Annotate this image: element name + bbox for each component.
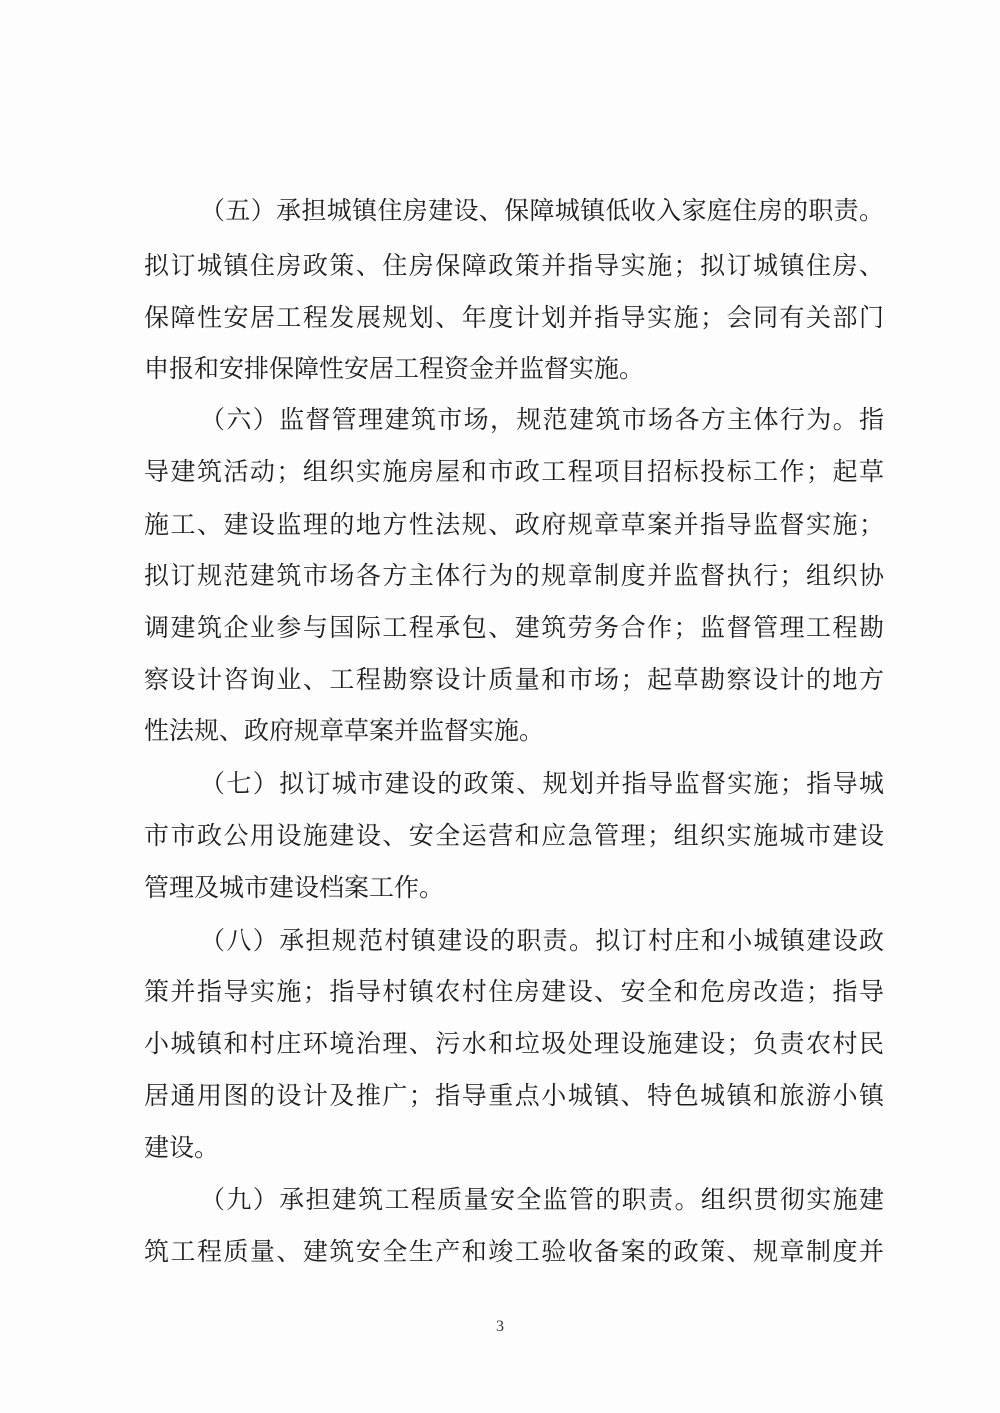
paragraph-6-line-1: （六）监督管理建筑市场，规范建筑市场各方主体行为。指 (200, 405, 884, 434)
paragraph-6-line-5: 调建筑企业参与国际工程承包、建筑劳务合作；监督管理工程勘 (144, 613, 884, 642)
paragraph-7-line-2: 市市政公用设施建设、安全运营和应急管理；组织实施城市建设 (144, 821, 884, 850)
paragraph-8-line-3: 小城镇和村庄环境治理、污水和垃圾处理设施建设；负责农村民 (144, 1029, 884, 1058)
paragraph-8-line-5: 建设。 (144, 1133, 220, 1162)
paragraph-6-line-4: 拟订规范建筑市场各方主体行为的规章制度并监督执行；组织协 (144, 561, 884, 590)
paragraph-6-line-3: 施工、建设监理的地方性法规、政府规章草案并指导监督实施； (144, 510, 884, 539)
page-number: 3 (496, 1318, 504, 1335)
paragraph-6-line-7: 性法规、政府规章草案并监督实施。 (144, 716, 545, 745)
paragraph-8-line-4: 居通用图的设计及推广；指导重点小城镇、特色城镇和旅游小镇 (144, 1081, 884, 1110)
paragraph-5-line-2: 拟订城镇住房政策、住房保障政策并指导实施；拟订城镇住房、 (144, 251, 884, 280)
paragraph-5-line-4: 申报和安排保障性安居工程资金并监督实施。 (144, 354, 645, 383)
paragraph-5-line-1: （五）承担城镇住房建设、保障城镇低收入家庭住房的职责。 (200, 196, 884, 225)
paragraph-6-line-6: 察设计咨询业、工程勘察设计质量和市场；起草勘察设计的地方 (144, 665, 884, 694)
paragraph-6-line-2: 导建筑活动；组织实施房屋和市政工程项目招标投标工作；起草 (144, 457, 884, 486)
paragraph-7-line-1: （七）拟订城市建设的政策、规划并指导监督实施；指导城 (200, 769, 884, 798)
paragraph-9-line-2: 筑工程质量、建筑安全生产和竣工验收备案的政策、规章制度并 (144, 1237, 884, 1266)
paragraph-8-line-2: 策并指导实施；指导村镇农村住房建设、安全和危房改造；指导 (144, 977, 884, 1006)
paragraph-5-line-3: 保障性安居工程发展规划、年度计划并指导实施；会同有关部门 (144, 303, 884, 332)
paragraph-8-line-1: （八）承担规范村镇建设的职责。拟订村庄和小城镇建设政 (200, 926, 884, 955)
paragraph-7-line-3: 管理及城市建设档案工作。 (144, 873, 445, 902)
paragraph-9-line-1: （九）承担建筑工程质量安全监管的职责。组织贯彻实施建 (200, 1185, 884, 1214)
